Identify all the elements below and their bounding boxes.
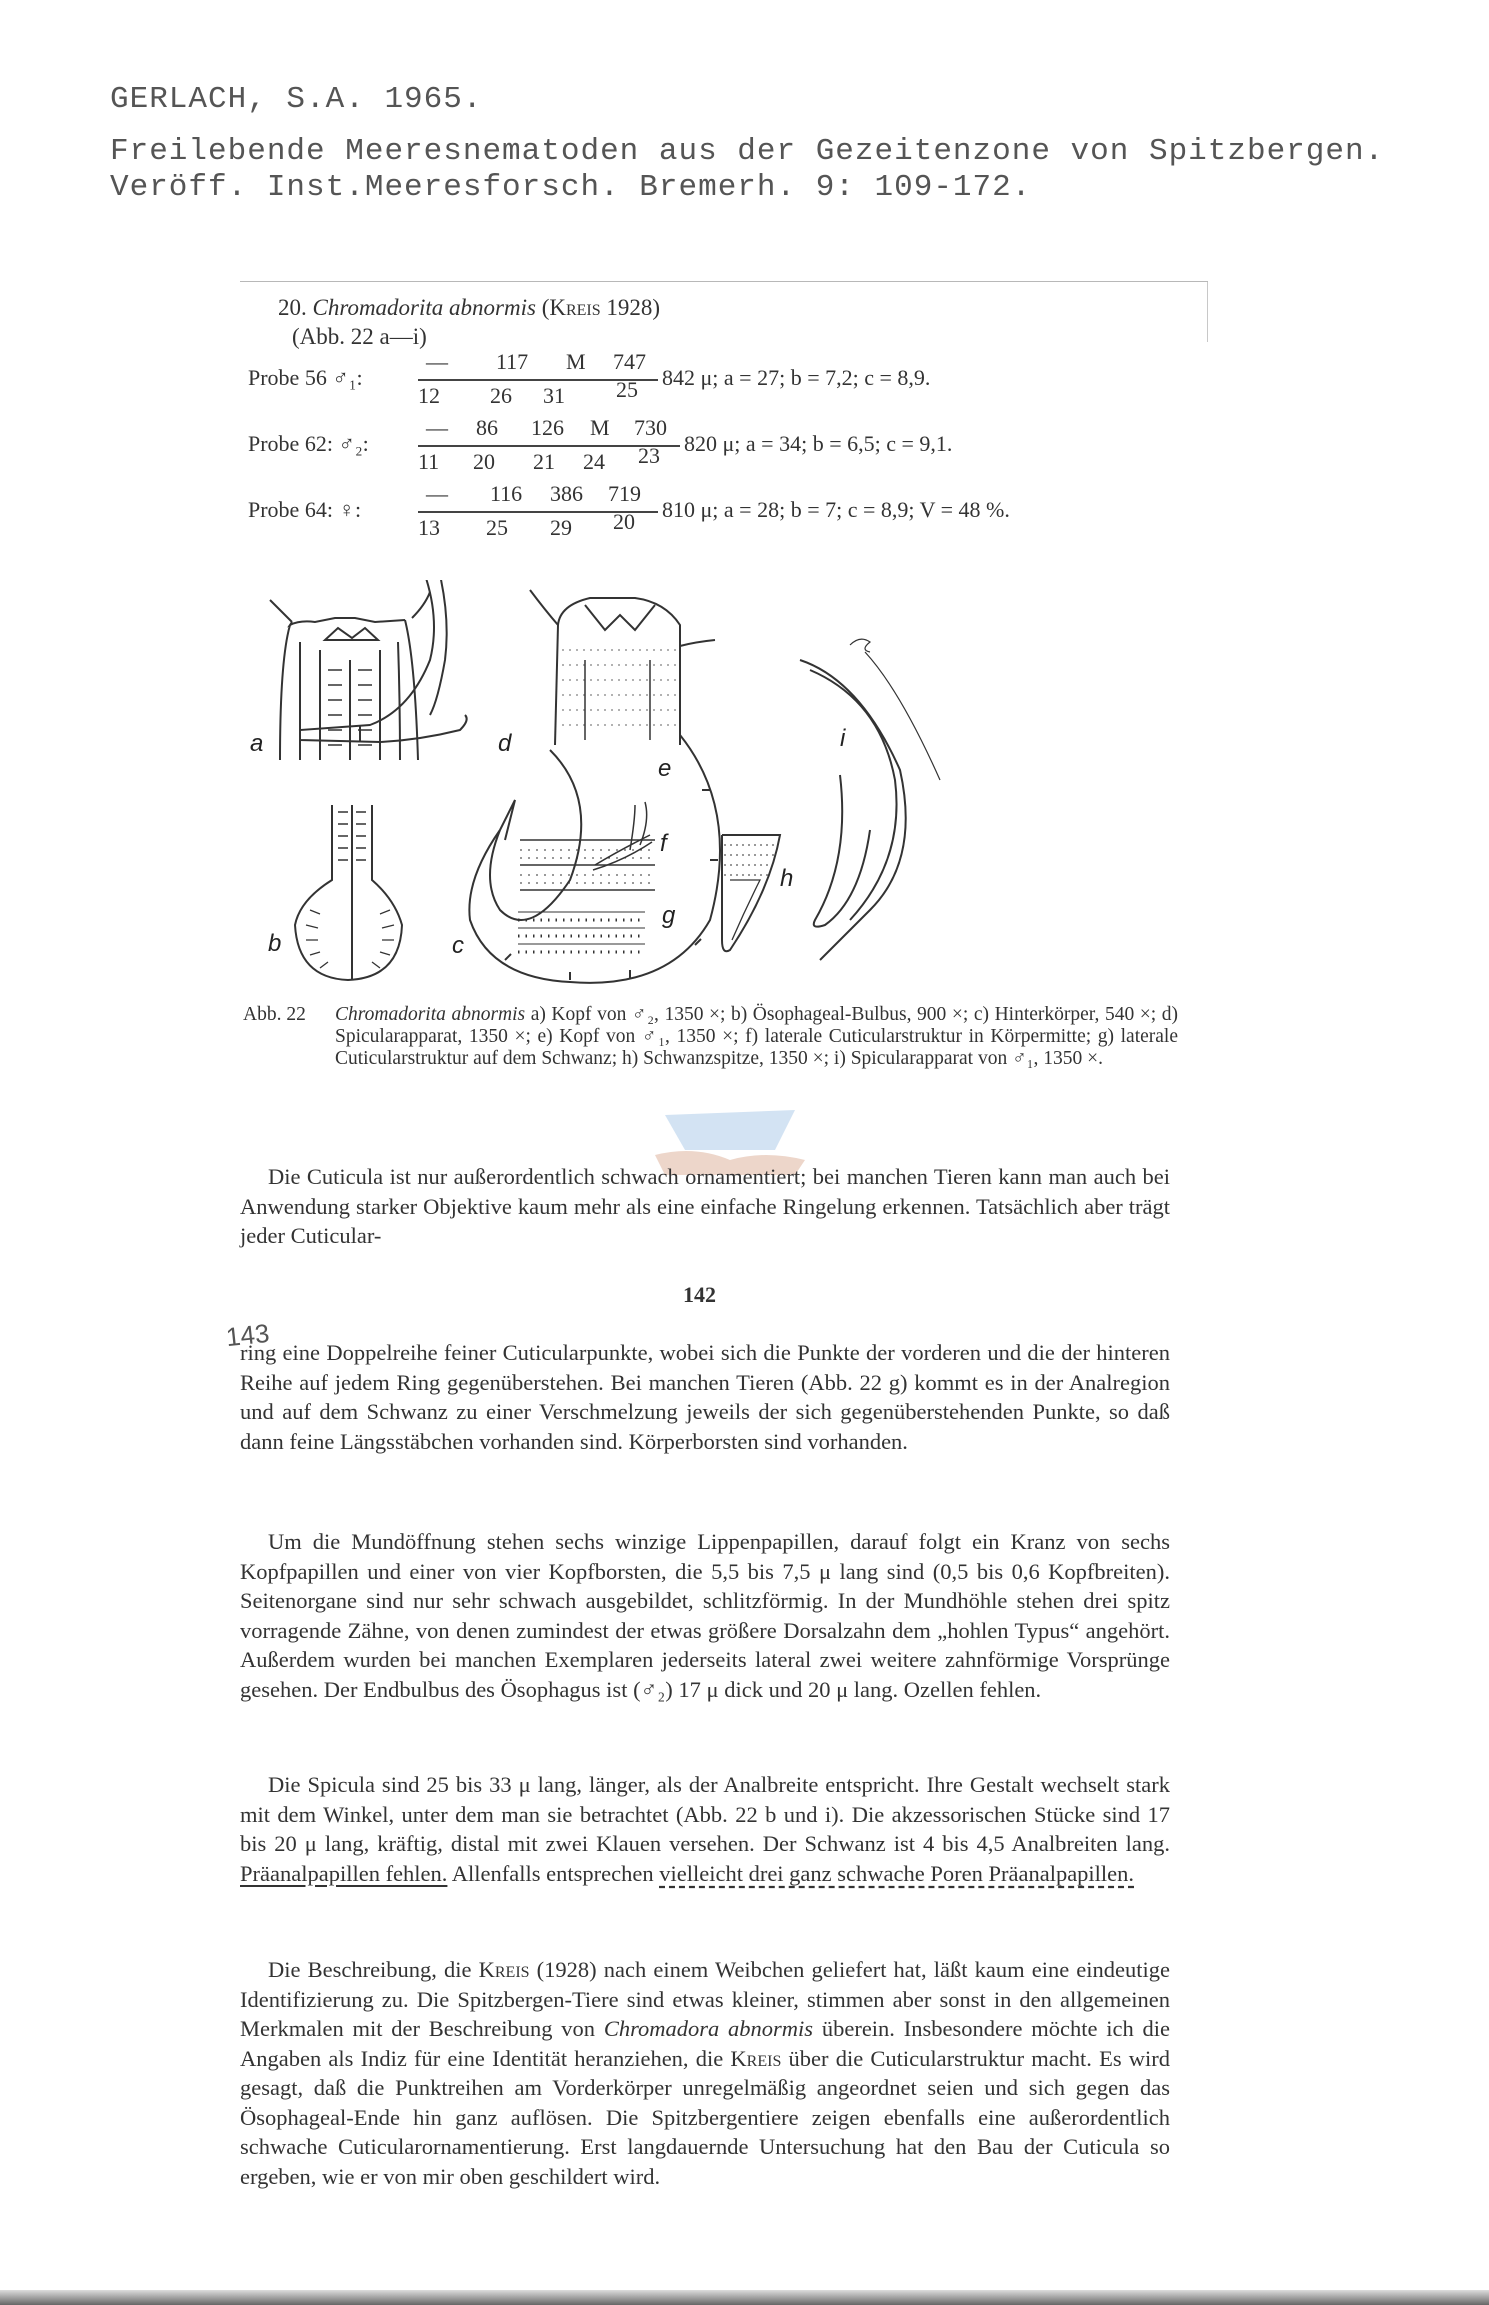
paragraph-cuticle-continued: ring eine Doppelreihe feiner Cuticularpunkte, wobei sich die Punkte der vorderen und die der hinteren Reihe auf jedem Ring gegenüberstehen. Bei manchen Tieren (Abb. 22 g) kommt es in der Analregion und auf dem Schwanz zu einer Verschmelzung jeweils der sich gegenüberstehenden Punkte, so daß dann feine Längsstäbchen vorhanden sind. Körperborsten sind vorhanden. (240, 1340, 1170, 1454)
measurement-total: 842 μ; a = 27; b = 7,2; c = 8,9. (662, 365, 931, 390)
measurement-formula (418, 413, 680, 479)
formula-top-value: 386 (550, 481, 583, 506)
drawing-e-head (530, 590, 715, 745)
drawing-b-bulbus (295, 805, 402, 980)
scan-page-edge (240, 281, 1208, 282)
description-text: überein. Insbesondere möchte ich die Angaben als Indiz für eine Identität heranziehen, die (240, 2016, 1170, 2071)
paragraph-head: Um die Mundöffnung stehen sechs winzige Lippenpapillen, darauf folgt ein Kranz von sechs Kopfpapillen und einer von vier Kopfborsten, die 5,5 bis 7,5 μ lang sind (0,5 bis 0,6 Kopfbreiten). Seitenorgane sind nur sehr schwach ausgebildet, schlitzförmig. In der Mundhöhle stehen drei spitz vorragende Zähne, von denen zumindest der etwas größere Dorsalzahn dem „hohlen Typus“ angehört. Außerdem wurden bei manchen Exemplaren jederseits lateral zwei weitere zahnförmige Vorsprünge gesehen. Der Endbulbus des Ösophagus ist (♂₂) 17 μ dick und 20 μ lang. Ozellen fehlen. (240, 1529, 1170, 1702)
formula-bottom-value: 12 (418, 383, 440, 408)
dashed-underlined-text: vielleicht drei ganz schwache Poren Präanalpapillen. (659, 1860, 1135, 1886)
caption-label: Abb. 22 (243, 1004, 306, 1025)
spicula-text-mid: Allenfalls entsprechen (447, 1860, 660, 1886)
formula-bottom-value: 25 (616, 377, 638, 402)
scan-bottom-edge (0, 2290, 1489, 2305)
citation-author-year: GERLACH, S.A. 1965. (110, 82, 483, 117)
species-name: Chromadorita abnormis (312, 295, 536, 320)
figure-abb-22 (240, 580, 1200, 990)
panel-label-f: f (660, 830, 667, 857)
panel-label-c: c (452, 932, 464, 959)
formula-top-value: 116 (490, 481, 523, 506)
description-text: (1928) nach einem Weibchen geliefert hat, läßt kaum eine eindeutige Identifizierung zu. Die Spitzbergen-Tiere sind etwas kleiner, stimmen aber sonst in den allgemeinen Merkmalen mit der Beschreibung von (240, 1957, 1170, 2041)
measurement-total: 810 μ; a = 28; b = 7; c = 8,9; V = 48 %. (662, 497, 1010, 522)
probe-label: Probe 56 ♂₁: (248, 365, 363, 390)
formula-bottom-value: 20 (473, 449, 495, 474)
measurement-formula (418, 479, 658, 545)
panel-label-h: h (780, 865, 794, 892)
species-heading (278, 293, 1218, 322)
probe-label: Probe 62: ♂₂: (248, 431, 369, 456)
formula-bottom-value: 31 (543, 383, 565, 408)
formula-top-value: — (426, 349, 448, 374)
underlined-text: Präanalpapillen fehlen. (240, 1860, 448, 1886)
formula-bottom-value: 26 (490, 383, 512, 408)
formula-bottom-value: 29 (550, 515, 572, 540)
figure-caption (243, 1004, 1178, 1070)
formula-top-value: 117 (496, 349, 529, 374)
formula-bottom-value: 20 (613, 509, 635, 534)
drawing-f-cuticle-midbody (520, 840, 655, 890)
paragraph-cuticle: Die Cuticula ist nur außerordentlich schwach ornamentiert; bei manchen Tieren kann man auch bei Anwendung starker Objektive kaum mehr als eine einfache Ringelung erkennen. Tatsächlich aber trägt jeder Cuticular- (240, 1164, 1170, 1248)
measurement-probe-62 (248, 413, 1068, 479)
citation-journal: Veröff. Inst.Meeresforsch. Bremerh. 9: 109-172. (110, 170, 1032, 205)
author-name: Kreis (730, 2045, 782, 2071)
panel-label-d: d (498, 730, 512, 757)
formula-top-value: M (566, 349, 586, 374)
panel-label-g: g (662, 902, 676, 929)
panel-label-b: b (268, 930, 282, 957)
formula-bottom-value: 11 (418, 449, 440, 474)
measurement-probe-64 (248, 479, 1168, 545)
drawing-a-head (270, 592, 430, 760)
figure-drawings (240, 580, 1200, 990)
author-name: Kreis (478, 1957, 530, 1982)
measurement-probe-56 (248, 347, 1068, 413)
description-text: Die Beschreibung, die (268, 1957, 479, 1982)
caption-text: a) Kopf von ♂₂, 1350 ×; b) Ösophageal-Bulbus, 900 ×; c) Hinterkörper, 540 ×; d) Spicularapparat, 1350 ×; e) Kopf von ♂₁, 1350 ×; f) laterale Cuticularstruktur in Körpermitte; g) laterale Cuticularstruktur auf dem Schwanz; h) Schwanzspitze, 1350 ×; i) Spicularapparat von ♂₁, 1350 ×. (335, 1004, 1178, 1069)
measurement-formula (418, 347, 658, 413)
figure-reference: (Abb. 22 a—i) (292, 324, 427, 349)
caption-body (335, 1004, 1178, 1070)
species-name-inline: Chromadora abnormis (603, 2016, 814, 2041)
drawing-d-spicularapparat (300, 580, 467, 742)
formula-top-value: 730 (634, 415, 667, 440)
description-text: über die Cuticularstruktur macht. Es wird gesagt, daß die Punktreihen am Vorderkörper unregelmäßig angeordnet seien und sich gegen das Ösophageal-Ende hin ganz auflösen. Die Spitzbergentiere zeigen ebenfalls eine außerordentlich schwache Cuticularornamentierung. Erst langdauernde Untersuchung hat den Bau der Cuticula so ergeben, wie er von mir oben geschildert wird. (240, 2045, 1170, 2189)
formula-top-value: M (590, 415, 610, 440)
drawing-i-spicularapparat (800, 639, 940, 960)
paragraph-spicula (240, 1770, 1170, 1888)
drawing-h-tail-tip (722, 835, 780, 951)
formula-bottom-value: 13 (418, 515, 440, 540)
citation-title: Freilebende Meeresnematoden aus der Gezeitenzone von Spitzbergen. (110, 134, 1385, 169)
formula-top-value: 126 (531, 415, 564, 440)
spicula-text: Die Spicula sind 25 bis 33 μ lang, länger, als der Analbreite entspricht. Ihre Gestalt wechselt stark mit dem Winkel, unter dem man sie betrachtet (Abb. 22 b und i). Die akzessorischen Stücke sind 17 bis 20 μ lang, kräftig, distal mit zwei Klauen versehen. Der Schwanz ist 4 bis 4,5 Analbreiten lang. (240, 1772, 1170, 1856)
probe-label: Probe 64: ♀: (248, 497, 362, 522)
formula-top-value: — (426, 481, 448, 506)
page-number: 142 (683, 1282, 716, 1307)
formula-top-value: 719 (608, 481, 641, 506)
paragraph-description (240, 1955, 1170, 2191)
authority-paren: ( (541, 295, 550, 320)
formula-top-value: — (426, 415, 448, 440)
panel-label-e: e (658, 755, 672, 782)
panel-label-i: i (840, 725, 846, 752)
species-number: 20. (278, 295, 307, 320)
species-authority-year: 1928) (606, 295, 661, 320)
species-authority: Kreis (549, 295, 601, 320)
formula-top-value: 747 (613, 349, 646, 374)
drawing-c-hinterkoerper (469, 735, 720, 983)
handwritten-page-number: 143 (224, 1317, 271, 1353)
formula-bottom-value: 24 (583, 449, 605, 474)
drawing-g-cuticle-tail (518, 912, 645, 952)
formula-top-value: 86 (476, 415, 498, 440)
formula-bottom-value: 25 (486, 515, 508, 540)
caption-species: Chromadorita abnormis (335, 1004, 526, 1025)
formula-bottom-value: 23 (638, 443, 660, 468)
formula-bottom-value: 21 (533, 449, 555, 474)
panel-label-a: a (250, 730, 264, 757)
measurement-total: 820 μ; a = 34; b = 6,5; c = 9,1. (684, 431, 953, 456)
